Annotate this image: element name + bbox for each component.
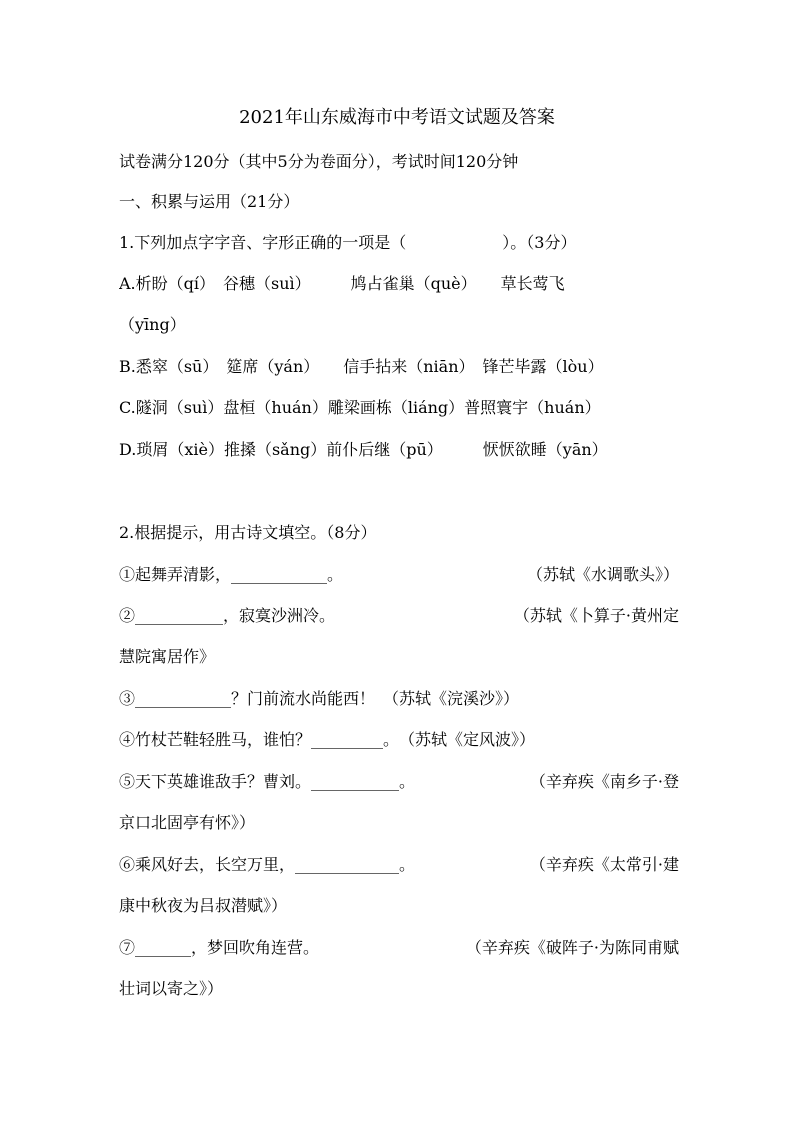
fill-item-7-continued: 壮词以寄之》） (119, 979, 224, 998)
fill-item-2-continued: 慧院寓居作》 (119, 647, 216, 666)
fill-item-source: （辛弃疾《太常引·建 (529, 855, 679, 874)
fill-item-text: ⑥乘风好去，长空万里，_____________。 (119, 855, 416, 874)
fill-item-text: ⑤天下英雄谁敌手？曹刘。___________。 (119, 772, 416, 791)
fill-item-text: ①起舞弄清影，____________。 (119, 565, 344, 584)
fill-item-3: ③____________？门前流水尚能西！ （苏轼《浣溪沙》） (119, 689, 520, 708)
option-a-continued: （yīng） (119, 315, 186, 334)
section-heading: 一、积累与运用（21分） (119, 192, 300, 211)
option-c: C.隧洞（suì）盘桓（huán）雕梁画栋（liáng）普照寰宇（huán） (119, 398, 601, 417)
fill-item-source: （辛弃疾《破阵子·为陈同甫赋 (465, 938, 679, 957)
fill-item-text: ⑦_______，梦回吹角连营。 (119, 938, 320, 957)
option-d: D.琐屑（xiè）推搡（sǎng）前仆后继（pū） 恹恹欲睡（yān） (119, 440, 608, 459)
fill-item-1 (119, 564, 679, 586)
question-2-stem: 2.根据提示，用古诗文填空。（8分） (119, 523, 377, 542)
fill-item-5-continued: 京口北固亭有怀》） (119, 813, 256, 832)
fill-item-6 (119, 854, 679, 876)
option-a: A.析盼（qí） 谷穗（suì） 鸠占雀巢（què） 草长莺飞 (119, 274, 565, 293)
fill-item-source: （辛弃疾《南乡子·登 (529, 772, 679, 791)
fill-item-7 (119, 937, 679, 959)
option-b: B.悉窣（sū） 筵席（yán） 信手拈来（niān） 锋芒毕露（lòu） (119, 357, 604, 376)
exam-intro: 试卷满分120分（其中5分为卷面分），考试时间120分钟 (119, 152, 519, 171)
fill-item-source: （苏轼《卜算子·黄州定 (513, 606, 679, 625)
fill-item-6-continued: 康中秋夜为吕叔潜赋》） (119, 896, 288, 915)
fill-item-2 (119, 605, 679, 627)
fill-item-5 (119, 771, 679, 793)
fill-item-4: ④竹杖芒鞋轻胜马，谁怕？_________。 （苏轼《定风波》） (119, 730, 536, 749)
document-title: 2021年山东威海市中考语文试题及答案 (239, 107, 555, 128)
fill-item-source: （苏轼《水调歌头》） (526, 565, 679, 584)
fill-item-text: ②___________，寂寞沙洲冷。 (119, 606, 336, 625)
question-1-stem: 1.下列加点字字音、字形正确的一项是（ ）。（3分） (119, 233, 577, 252)
